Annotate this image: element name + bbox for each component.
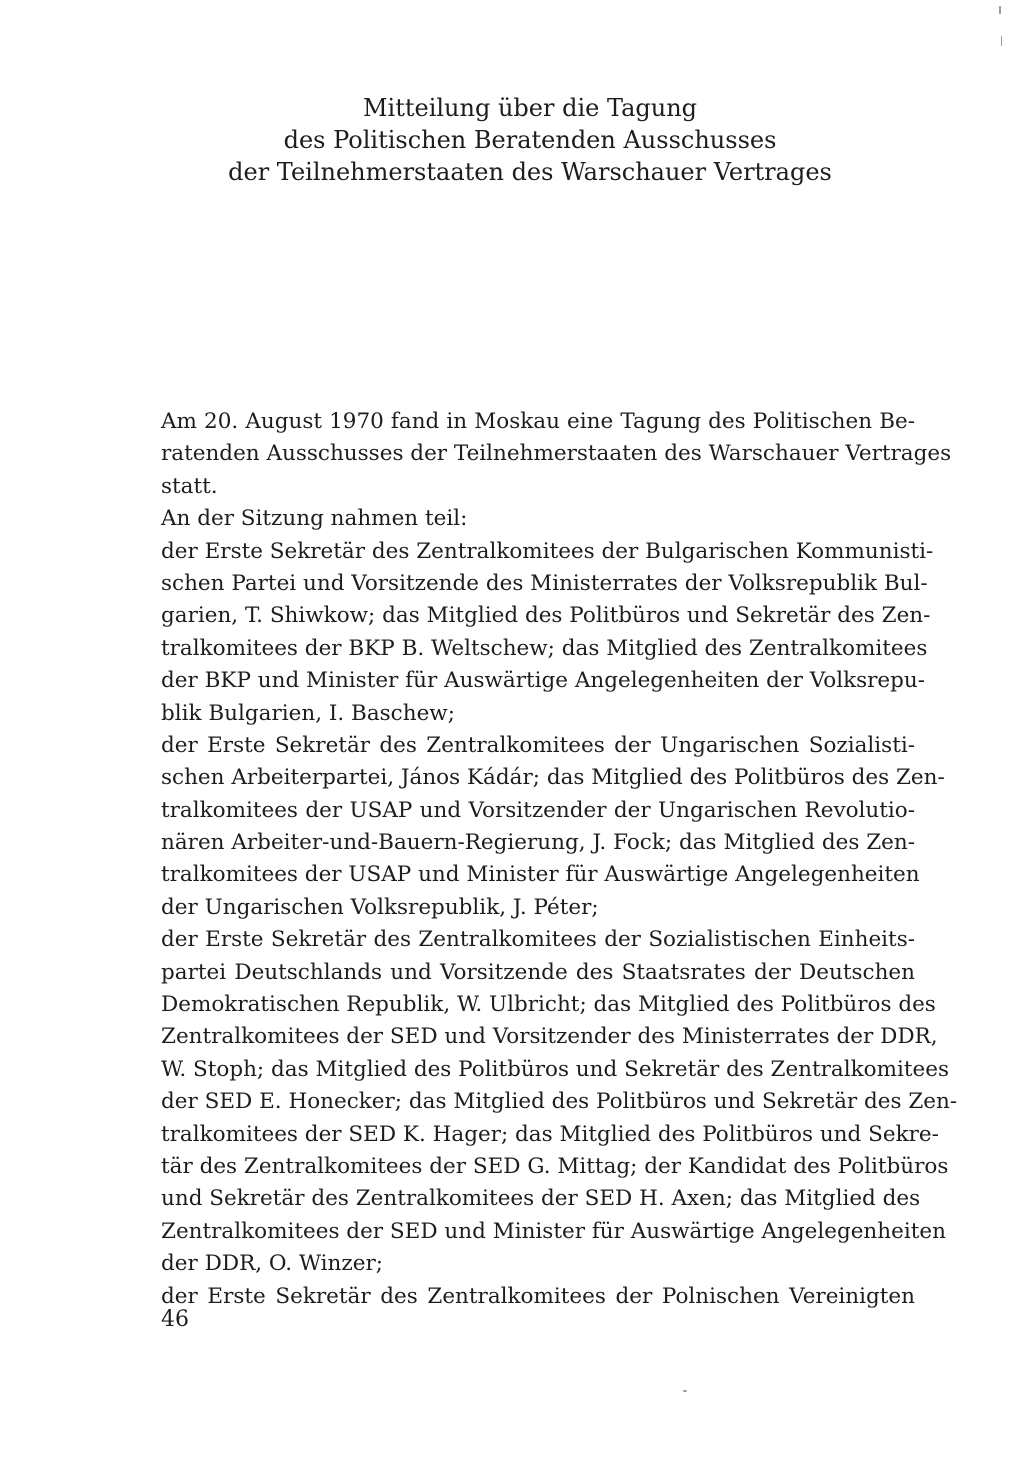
body-line: der Erste Sekretär des Zentralkomitees der Sozialistischen Einheits- (161, 927, 915, 953)
body-line: blik Bulgarien, I. Baschew; (161, 700, 455, 726)
body-line: tralkomitees der USAP und Vorsitzender der Ungarischen Revolutio- (161, 797, 915, 823)
body-line: schen Partei und Vorsitzende des Ministerrates der Volksrepublik Bul- (161, 570, 928, 596)
document-title (120, 92, 940, 188)
body-line: Demokratischen Republik, W. Ulbricht; das Mitglied des Politbüros des (161, 992, 936, 1018)
scan-speck (999, 6, 1001, 14)
body-line: statt. (161, 473, 218, 499)
body-line: der Erste Sekretär des Zentralkomitees der Polnischen Vereinigten (161, 1283, 915, 1309)
body-line: der Ungarischen Volksrepublik, J. Péter; (161, 894, 599, 920)
body-line: und Sekretär des Zentralkomitees der SED H. Axen; das Mitglied des (161, 1186, 921, 1212)
body-line: der BKP und Minister für Auswärtige Angelegenheiten der Volksrepu- (161, 668, 926, 694)
scan-speck (1001, 36, 1002, 46)
body-line: nären Arbeiter-und-Bauern-Regierung, J. Fock; das Mitglied des Zen- (161, 830, 915, 856)
body-line: Zentralkomitees der SED und Vorsitzender des Ministerrates der DDR, (161, 1024, 938, 1050)
page-number: 46 (161, 1307, 189, 1332)
body-line: An der Sitzung nahmen teil: (161, 506, 468, 532)
body-line: partei Deutschlands und Vorsitzende des Staatsrates der Deutschen (161, 959, 915, 985)
body-line: der Erste Sekretär des Zentralkomitees der Bulgarischen Kommunisti- (161, 538, 934, 564)
body-line: W. Stoph; das Mitglied des Politbüros und Sekretär des Zentralkomitees (161, 1056, 949, 1082)
body-line: ratenden Ausschusses der Teilnehmerstaaten des Warschauer Vertrages (161, 441, 952, 467)
body-line: tralkomitees der USAP und Minister für Auswärtige Angelegenheiten (161, 862, 920, 888)
body-line: tralkomitees der BKP B. Weltschew; das Mitglied des Zentralkomitees (161, 635, 928, 661)
title-line: der Teilnehmerstaaten des Warschauer Vertrages (228, 158, 832, 186)
title-line: des Politischen Beratenden Ausschusses (283, 126, 777, 154)
body-line: tär des Zentralkomitees der SED G. Mittag; der Kandidat des Politbüros (161, 1153, 949, 1179)
body-line: der SED E. Honecker; das Mitglied des Politbüros und Sekretär des Zen- (161, 1089, 958, 1115)
body-line: schen Arbeiterpartei, János Kádár; das Mitglied des Politbüros des Zen- (161, 765, 945, 791)
body-line: der DDR, O. Winzer; (161, 1251, 383, 1277)
body-line: tralkomitees der SED K. Hager; das Mitglied des Politbüros und Sekre- (161, 1121, 939, 1147)
body-line: der Erste Sekretär des Zentralkomitees der Ungarischen Sozialisti- (161, 732, 915, 758)
body-line: Am 20. August 1970 fand in Moskau eine Tagung des Politischen Be- (161, 409, 915, 434)
scan-speck (683, 1390, 687, 1392)
body-line: Zentralkomitees der SED und Minister für Auswärtige Angelegenheiten (161, 1218, 946, 1244)
title-line: Mitteilung über die Tagung (362, 94, 698, 122)
body-line: garien, T. Shiwkow; das Mitglied des Politbüros und Sekretär des Zen- (161, 603, 931, 629)
body-text (161, 406, 958, 1313)
